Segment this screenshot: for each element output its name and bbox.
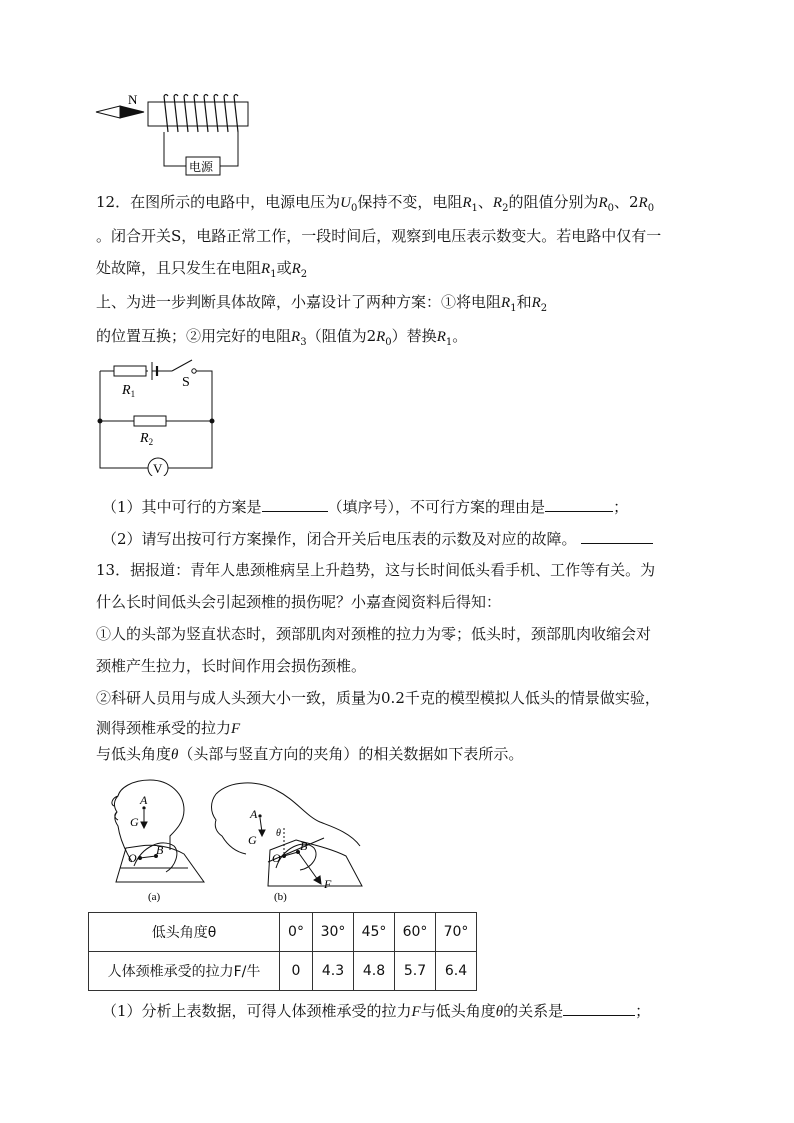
sub: 1 [471,203,478,214]
table-cell: 0 [280,952,313,991]
label-G-a: G [130,815,139,829]
table-cell: 0° [280,913,313,952]
caption-a: (a) [148,891,161,903]
var-U: U [340,195,351,211]
table-cell: 6.4 [436,952,477,991]
q13-text: （1）分析上表数据，可得人体颈椎承受的拉力 [102,1002,412,1020]
q13-text: ； [635,1002,651,1020]
sub: 0 [607,203,614,214]
var-R2: R [492,195,503,211]
north-label: N [128,92,138,107]
q13-text: ②科研人员用与成人头颈大小一致，质量为0.2千克的模型模拟人低头的情景做实验， [96,689,660,707]
q12-line-5 [96,326,467,353]
junction-left [98,419,102,423]
q13-line-1 [96,560,655,580]
q12-text: 。闭合开关S，电路正常工作，一段时间后，观察到电压表示数变大。若电路中仅有一 [96,227,662,245]
q13-line-5 [96,688,660,708]
var-R1: R [462,195,472,211]
var-R2: R [291,261,301,277]
q12-line-3 [96,258,307,285]
var-R0: R [638,195,648,211]
var-F: F [411,1004,421,1020]
resistor-R2 [134,416,166,426]
table-cell: 30° [313,913,354,952]
table-cell: 45° [354,913,395,952]
var-F: F [231,721,241,737]
q12-text: 的位置互换；②用完好的电阻 [96,327,292,345]
q13-text: 测得颈椎承受的拉力 [96,719,232,737]
solenoid-core [148,102,248,126]
head-b-face [212,794,247,854]
circuit-diagram [96,356,220,476]
gravity-a-arrow [141,822,147,828]
var-R0: R [376,329,386,345]
answer-blank[interactable] [262,496,328,512]
angle-force-table [88,912,477,991]
q12-text: 或 [276,259,292,277]
table-header-cell: 低头角度θ [89,913,280,952]
var-R1: R [261,261,271,277]
q12-line-4 [96,292,547,319]
caption-b: (b) [274,891,287,903]
q13-text: （头部与竖直方向的夹角）的相关数据如下表所示。 [178,745,524,763]
switch-contact [192,369,196,373]
force-F-b [298,852,318,880]
answer-blank[interactable] [545,496,613,512]
compass-needle-black [120,106,144,118]
head-a-outline [114,780,184,862]
var-R1: R [436,329,446,345]
q13-text: 的关系是 [503,1002,564,1020]
q13-text: 13．据报道：青年人患颈椎病呈上升趋势，这与长时间低头看手机、工作等有关。为 [96,561,656,579]
q12-text: 、 [477,193,493,211]
head-model-figure [100,776,370,906]
junction-right [210,419,214,423]
table-cell: 4.8 [354,952,395,991]
gravity-b-arrow [259,830,265,836]
q12-text: ）替换 [391,327,437,345]
neck-b-curve [276,844,316,870]
circuit-S-label: S [182,375,190,390]
q13-text: 与低头角度 [96,745,172,763]
point-A-b [258,814,261,817]
sub: 2 [540,303,548,314]
q12-text: 2 [366,327,377,345]
answer-blank[interactable] [581,528,653,544]
q12-text: 12．在图所示的电路中，电源电压为 [96,193,341,211]
q13-sub1 [102,1000,650,1022]
answer-blank[interactable] [563,1000,635,1016]
q13-line-7 [96,744,523,765]
q13-text: 颈椎产生拉力，长时间作用会损伤颈椎。 [96,657,367,675]
q12-text: 和 [516,293,532,311]
q12-text: （2）请写出按可行方案操作，闭合开关后电压表的示数及对应的故障。 [102,530,577,548]
q12-text: 上、为进一步判断具体故障，小嘉设计了两种方案：①将电阻 [96,293,502,311]
sub: 0 [385,337,392,348]
sub: 1 [510,303,517,314]
label-B-a: B [156,843,164,857]
table-cell: 60° [395,913,436,952]
q12-text: （1）其中可行的方案是 [102,498,262,516]
table-cell: 70° [436,913,477,952]
q12-text: （填序号），不可行方案的理由是 [327,498,546,516]
circuit-R1-label: $R_1$ [122,383,136,399]
q13-line-2 [96,592,501,612]
q12-sub2 [102,528,653,549]
point-O-a [138,856,142,860]
var-theta: θ [171,747,179,763]
q13-line-6 [96,718,240,739]
var-R2: R [531,295,541,311]
q13-text: ①人的头部为竖直状态时，颈部肌肉对颈椎的拉力为零；低头时，颈部肌肉收缩会对 [96,625,652,643]
table-cell: 5.7 [395,952,436,991]
label-theta-b: θ [276,828,281,839]
resistor-R1 [114,366,146,376]
var-theta: θ [495,1004,504,1020]
q12-line-2 [96,226,661,246]
q13-line-4 [96,656,366,676]
var-R1: R [501,295,511,311]
q12-text: 的阻值分别为 [508,193,599,211]
q12-text: ； [613,498,629,516]
q12-text: 保持不变，电阻 [357,193,463,211]
head-b-outline [216,783,360,846]
q13-line-3 [96,624,651,644]
q12-sub1 [102,496,628,517]
point-O-b [282,854,286,858]
q12-text: 。 [452,327,468,345]
circuit-V-label: V [153,461,163,476]
label-A-b: A [250,807,258,821]
var-R0: R [598,195,608,211]
solenoid-figure [92,90,262,182]
sub: 2 [300,269,308,280]
switch-arm [172,360,192,371]
label-A-a: A [140,793,148,807]
lever-a [140,856,156,858]
q13-text: 什么长时间低头会引起颈椎的损伤呢？小嘉查阅资料后得知： [96,593,502,611]
q12-line-1 [96,192,654,219]
table-cell: 4.3 [313,952,354,991]
force-F-b-arrow [314,876,321,884]
sub: 0 [350,203,358,214]
compass-needle-white [96,106,120,118]
sub: 1 [270,269,277,280]
label-B-b: B [300,839,308,853]
sub: 3 [300,337,307,348]
table-row [89,913,477,952]
sub: 1 [445,337,453,348]
sub: 0 [647,203,655,214]
var-R3: R [291,329,301,345]
q12-text: （阻值为 [306,327,367,345]
circuit-R2-label: $R_2$ [140,431,154,447]
label-O-b: O [272,851,281,865]
label-F-b: F [324,877,332,891]
power-source-label: 电源 [189,160,214,174]
q12-text: 、2 [614,193,639,211]
label-G-b: G [248,833,257,847]
q12-text: 处故障，且只发生在电阻 [96,259,262,277]
table-header-cell: 人体颈椎承受的拉力F/牛 [89,952,280,991]
table-row [89,952,477,991]
q13-text: 与低头角度 [420,1002,496,1020]
label-O-a: O [128,851,137,865]
sub: 2 [502,203,509,214]
